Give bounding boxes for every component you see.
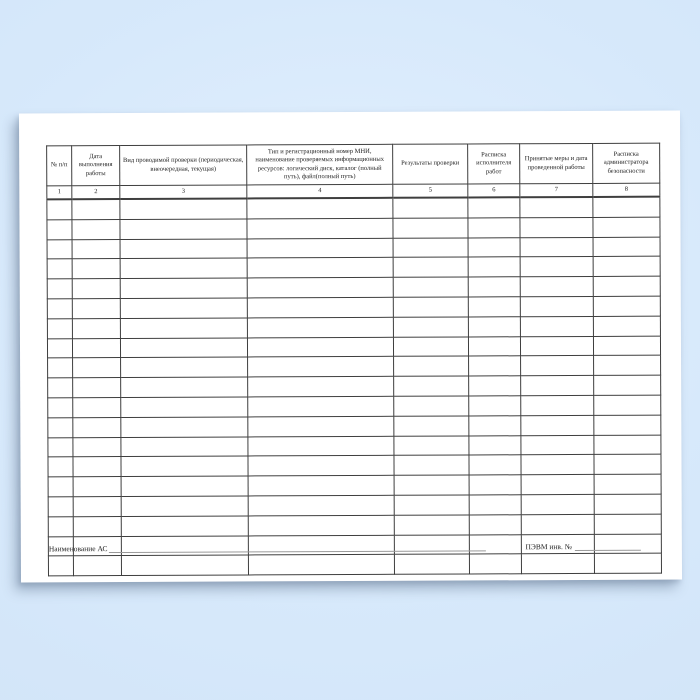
empty-cell xyxy=(48,556,73,576)
empty-cell xyxy=(72,318,120,338)
empty-cell xyxy=(73,417,121,437)
empty-cell xyxy=(593,276,660,296)
empty-cell xyxy=(73,358,121,378)
empty-cell xyxy=(121,437,248,457)
empty-cell xyxy=(594,375,661,395)
empty-cell xyxy=(248,436,394,456)
empty-cell xyxy=(593,257,660,277)
empty-cell xyxy=(248,515,394,535)
empty-cell xyxy=(520,336,593,356)
column-number-cell: 5 xyxy=(393,184,468,198)
journal-table xyxy=(46,143,662,577)
empty-cell xyxy=(247,337,393,357)
empty-cell xyxy=(393,277,468,297)
empty-cell xyxy=(121,456,248,476)
empty-cell xyxy=(121,397,248,417)
empty-cell xyxy=(469,515,521,535)
table-row xyxy=(47,237,660,259)
empty-cell xyxy=(247,258,393,278)
empty-cell xyxy=(594,474,661,494)
empty-cell xyxy=(593,336,660,356)
empty-cell xyxy=(121,377,248,397)
empty-cell xyxy=(72,199,120,220)
empty-cell xyxy=(120,278,247,298)
empty-cell xyxy=(248,396,394,416)
empty-cell xyxy=(521,494,594,514)
empty-cell xyxy=(468,197,520,218)
table-row xyxy=(47,316,660,338)
empty-cell xyxy=(47,239,72,259)
empty-cell xyxy=(468,277,520,297)
empty-cell xyxy=(72,298,120,318)
empty-cell xyxy=(594,415,661,435)
empty-cell xyxy=(73,457,121,477)
empty-cell xyxy=(120,198,247,219)
empty-cell xyxy=(394,416,469,436)
empty-cell xyxy=(393,238,468,258)
empty-cell xyxy=(521,554,594,574)
empty-cell xyxy=(521,376,594,396)
empty-cell xyxy=(520,257,593,277)
empty-cell xyxy=(48,457,73,477)
empty-cell xyxy=(593,237,660,257)
empty-cell xyxy=(594,455,661,475)
empty-cell xyxy=(73,477,121,497)
empty-cell xyxy=(121,496,248,516)
table-row xyxy=(47,197,660,220)
table-row xyxy=(48,514,661,536)
empty-cell xyxy=(47,338,72,358)
empty-cell xyxy=(469,435,521,455)
empty-cell xyxy=(73,378,121,398)
column-number-cell: 1 xyxy=(47,186,72,200)
empty-cell xyxy=(72,219,120,239)
empty-cell xyxy=(121,516,248,536)
table-row xyxy=(47,336,660,358)
empty-cell xyxy=(593,197,660,218)
empty-cell xyxy=(594,395,661,415)
empty-cell xyxy=(521,415,594,435)
empty-cell xyxy=(394,455,469,475)
empty-cell xyxy=(48,497,73,517)
document-paper xyxy=(19,111,682,583)
empty-cell xyxy=(72,279,120,299)
pc-inventory-label: ПЭВМ инв. № xyxy=(525,542,572,552)
empty-cell xyxy=(248,456,394,476)
table-row xyxy=(48,395,661,417)
empty-cell xyxy=(521,356,594,376)
table-row xyxy=(48,474,661,496)
empty-cell xyxy=(73,397,121,417)
empty-cell xyxy=(394,515,469,535)
empty-cell xyxy=(393,257,468,277)
empty-cell xyxy=(521,475,594,495)
empty-cell xyxy=(469,356,521,376)
empty-cell xyxy=(520,316,593,336)
column-number-cell: 4 xyxy=(247,184,393,198)
empty-cell xyxy=(47,318,72,338)
table-header-row xyxy=(47,143,660,186)
table-row xyxy=(48,375,661,397)
empty-cell xyxy=(520,197,593,218)
empty-cell xyxy=(247,198,393,219)
table-row xyxy=(47,296,660,318)
empty-cell xyxy=(594,435,661,455)
empty-cell xyxy=(594,356,661,376)
empty-cell xyxy=(393,317,468,337)
empty-cell xyxy=(48,358,73,378)
empty-cell xyxy=(593,296,660,316)
empty-cell xyxy=(469,475,521,495)
empty-cell xyxy=(468,336,520,356)
column-header: Расписка администратора безопасности xyxy=(593,143,660,183)
empty-cell xyxy=(72,239,120,259)
empty-cell xyxy=(120,298,247,318)
empty-cell xyxy=(248,376,394,396)
column-number-cell: 3 xyxy=(120,185,247,199)
empty-cell xyxy=(394,376,469,396)
empty-cell xyxy=(469,455,521,475)
empty-cell xyxy=(247,297,393,317)
table-row xyxy=(47,276,660,298)
empty-cell xyxy=(73,556,121,576)
column-header: Вид проводимой проверки (периодическая, внеочередная, текущая) xyxy=(120,145,247,186)
as-name-blank-field xyxy=(109,542,486,553)
empty-cell xyxy=(248,555,394,575)
empty-cell xyxy=(48,477,73,497)
empty-cell xyxy=(248,357,394,377)
empty-cell xyxy=(520,296,593,316)
table-row xyxy=(48,415,661,437)
empty-cell xyxy=(394,436,469,456)
empty-cell xyxy=(468,218,520,238)
empty-cell xyxy=(48,417,73,437)
empty-cell xyxy=(593,217,660,237)
empty-cell xyxy=(72,338,120,358)
empty-cell xyxy=(594,553,661,573)
table-row xyxy=(48,494,661,516)
table-row xyxy=(48,553,661,575)
empty-cell xyxy=(73,496,121,516)
column-number-cell: 6 xyxy=(468,184,520,198)
empty-cell xyxy=(594,494,661,514)
column-header: Дата выполнения работы xyxy=(72,146,120,186)
empty-cell xyxy=(120,219,247,239)
empty-cell xyxy=(520,237,593,257)
column-number-cell: 8 xyxy=(593,183,660,197)
table-row xyxy=(47,257,660,279)
empty-cell xyxy=(394,554,469,574)
column-header: Результаты проверки xyxy=(393,144,468,184)
table-row xyxy=(48,435,661,457)
empty-cell xyxy=(521,395,594,415)
empty-cell xyxy=(73,516,121,536)
empty-cell xyxy=(469,396,521,416)
empty-cell xyxy=(469,416,521,436)
empty-cell xyxy=(247,238,393,258)
journal-table-body xyxy=(47,143,662,576)
column-header: № п/п xyxy=(47,146,72,186)
empty-cell xyxy=(468,317,520,337)
pc-inventory-blank-field xyxy=(575,542,641,551)
empty-cell xyxy=(48,437,73,457)
empty-cell xyxy=(520,277,593,297)
as-name-label: Наименование АС xyxy=(48,544,108,554)
column-number-cell: 7 xyxy=(520,183,593,197)
empty-cell xyxy=(121,417,248,437)
empty-cell xyxy=(48,378,73,398)
empty-cell xyxy=(72,259,120,279)
empty-cell xyxy=(521,435,594,455)
empty-cell xyxy=(468,257,520,277)
table-row xyxy=(48,455,661,477)
empty-cell xyxy=(468,297,520,317)
empty-cell xyxy=(48,398,73,418)
empty-cell xyxy=(247,317,393,337)
empty-cell xyxy=(47,199,72,219)
empty-cell xyxy=(394,475,469,495)
column-header: Тип и регистрационный номер МНИ, наименование проверяемых информационных ресурсов: логический диск, каталог (полный путь), файл(полный путь) xyxy=(247,144,393,185)
empty-cell xyxy=(394,495,469,515)
empty-cell xyxy=(47,259,72,279)
column-header: Расписка исполнителя работ xyxy=(468,144,520,184)
empty-cell xyxy=(121,357,248,377)
empty-cell xyxy=(48,516,73,536)
empty-cell xyxy=(248,495,394,515)
empty-cell xyxy=(247,218,393,238)
empty-cell xyxy=(468,237,520,257)
empty-cell xyxy=(121,555,248,575)
empty-cell xyxy=(47,279,72,299)
empty-cell xyxy=(247,278,393,298)
empty-cell xyxy=(393,297,468,317)
empty-cell xyxy=(520,217,593,237)
table-row xyxy=(48,356,661,378)
empty-cell xyxy=(521,514,594,534)
empty-cell xyxy=(469,554,521,574)
empty-cell xyxy=(47,220,72,240)
empty-cell xyxy=(121,476,248,496)
empty-cell xyxy=(73,437,121,457)
table-row xyxy=(47,217,660,239)
empty-cell xyxy=(393,337,468,357)
empty-cell xyxy=(47,299,72,319)
empty-cell xyxy=(248,475,394,495)
column-number-cell: 2 xyxy=(72,186,120,200)
empty-cell xyxy=(469,495,521,515)
empty-cell xyxy=(394,356,469,376)
empty-cell xyxy=(593,316,660,336)
empty-cell xyxy=(248,416,394,436)
empty-cell xyxy=(120,258,247,278)
empty-cell xyxy=(120,239,247,259)
empty-cell xyxy=(469,376,521,396)
empty-cell xyxy=(594,514,661,534)
empty-cell xyxy=(393,218,468,238)
empty-cell xyxy=(394,396,469,416)
empty-cell xyxy=(120,318,247,338)
empty-cell xyxy=(120,338,247,358)
empty-cell xyxy=(521,455,594,475)
column-header: Принятые меры и дата проведенной работы xyxy=(520,143,593,183)
empty-cell xyxy=(393,197,468,218)
